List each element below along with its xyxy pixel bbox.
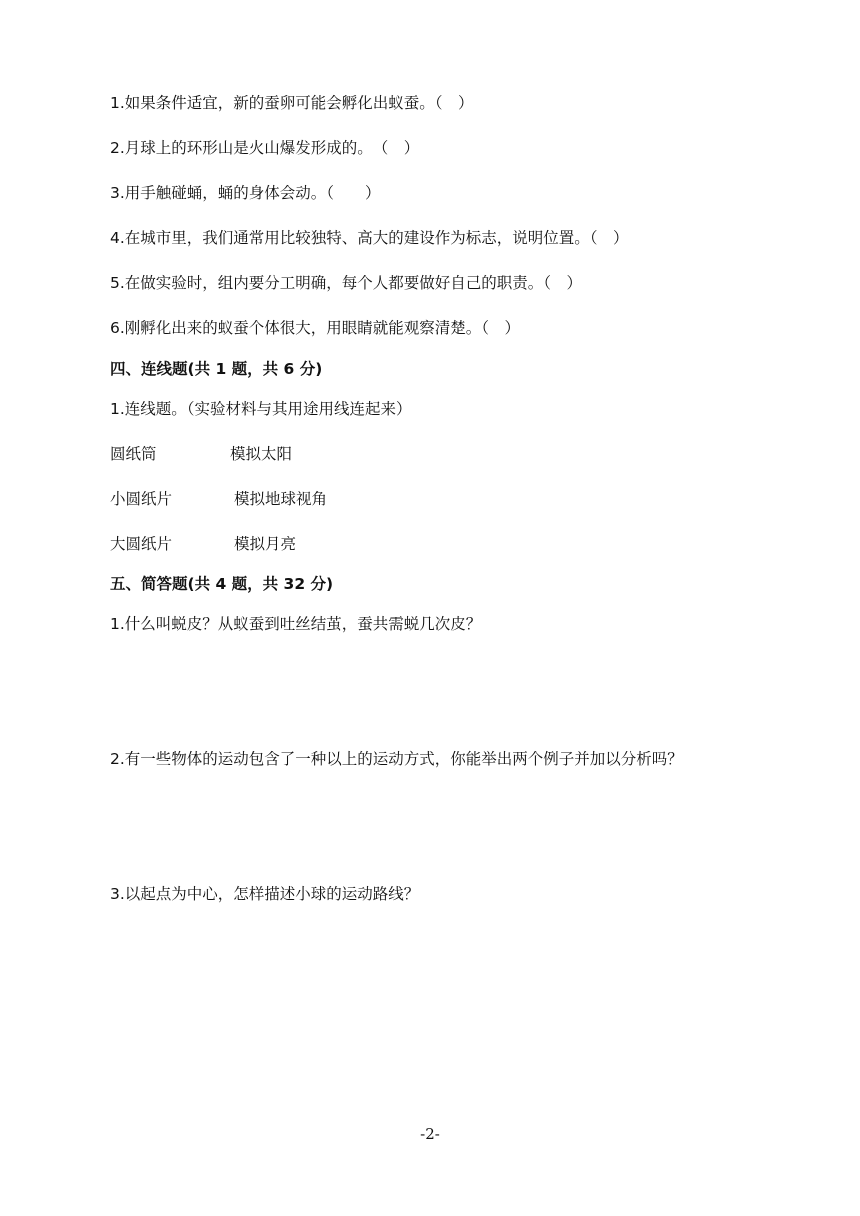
matching-right-3: 模拟月亮 (234, 535, 297, 553)
short-answer-question-2: 2.有一些物体的运动包含了一种以上的运动方式，你能举出两个例子并加以分析吗？ (110, 750, 683, 768)
section-5-heading: 五、简答题(共 4 题，共 32 分) (110, 575, 334, 593)
page-number: -2- (420, 1125, 440, 1143)
matching-left-1: 圆纸筒 (110, 445, 157, 463)
short-answer-question-3: 3.以起点为中心，怎样描述小球的运动路线？ (110, 885, 420, 903)
judgment-item-6: 6.刚孵化出来的蚁蚕个体很大，用眼睛就能观察清楚。（ ） (110, 319, 521, 337)
judgment-item-2: 2.月球上的环形山是火山爆发形成的。 （ ） (110, 139, 420, 157)
matching-left-3: 大圆纸片 (110, 535, 173, 553)
section-4-heading: 四、连线题(共 1 题，共 6 分) (110, 360, 323, 378)
matching-right-2: 模拟地球视角 (234, 490, 328, 508)
matching-left-2: 小圆纸片 (110, 490, 173, 508)
judgment-item-3: 3.用手触碰蛹，蛹的身体会动。（ ） (110, 184, 381, 202)
judgment-item-5: 5.在做实验时，组内要分工明确，每个人都要做好自己的职责。（ ） (110, 274, 583, 292)
judgment-item-1: 1.如果条件适宜，新的蚕卵可能会孵化出蚁蚕。（ ） (110, 94, 474, 112)
short-answer-question-1: 1.什么叫蜕皮？从蚁蚕到吐丝结茧，蚕共需蜕几次皮？ (110, 615, 482, 633)
matching-question: 1.连线题。（实验材料与其用途用线连起来） (110, 400, 412, 418)
matching-right-1: 模拟太阳 (230, 445, 293, 463)
judgment-item-4: 4.在城市里，我们通常用比较独特、高大的建设作为标志，说明位置。（ ） (110, 229, 629, 247)
